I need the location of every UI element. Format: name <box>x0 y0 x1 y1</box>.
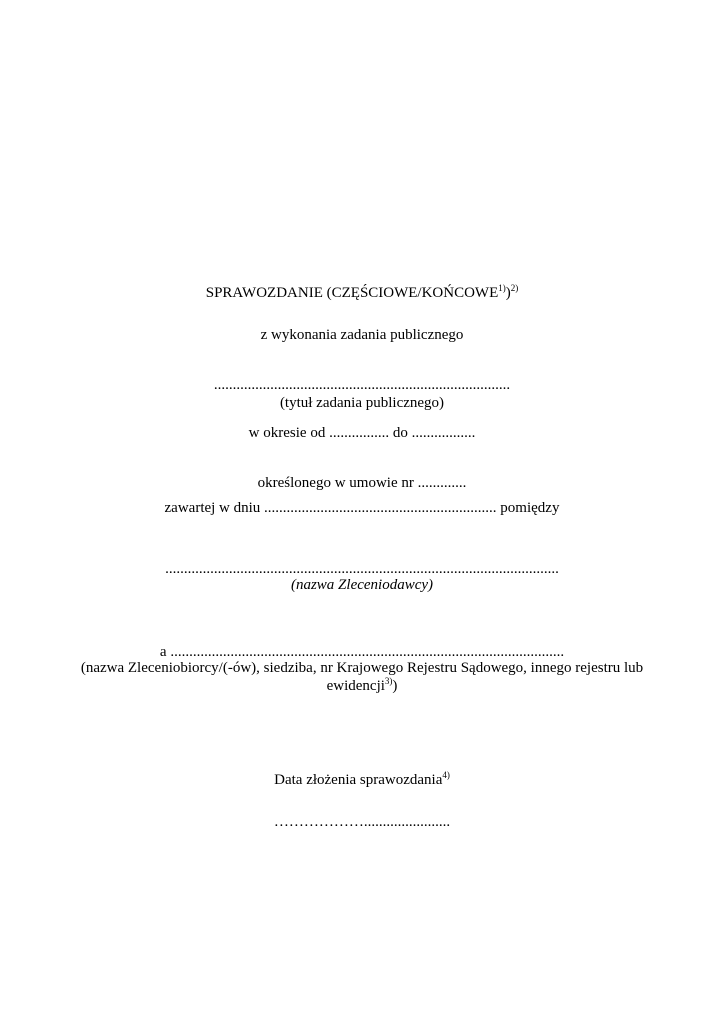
contract-number-line: określonego w umowie nr ............. <box>257 475 467 491</box>
submission-date-label <box>0 771 724 789</box>
period-line: w okresie od ................ do ................. <box>248 425 476 441</box>
report-subtitle: z wykonania zadania publicznego <box>260 327 464 343</box>
principal-label: (nazwa Zleceniodawcy) <box>290 577 434 593</box>
task-title-field: ............................................................................... <box>213 377 511 393</box>
report-title-close: ) <box>505 285 511 301</box>
task-title-label: (tytuł zadania publicznego) <box>279 395 445 411</box>
contractor-label-line1: (nazwa Zleceniobiorcy/(-ów), siedziba, nr Krajowego Rejestru Sądowego, innego rejestru lub <box>80 660 644 676</box>
principal-field: ......................................................................................................... <box>165 561 559 577</box>
contract-date-line: zawartej w dniu .............................................................. pomiędzy <box>164 500 560 516</box>
contractor-label-close: ) <box>392 678 398 694</box>
report-title <box>0 284 724 302</box>
contractor-field: a ......................................................................................................... <box>159 644 565 660</box>
footnote-ref-4: 4) <box>442 770 450 780</box>
footnote-ref-1: 1) <box>498 283 506 293</box>
contractor-label-text: ewidencji <box>326 678 385 694</box>
footnote-ref-3: 3) <box>384 676 393 686</box>
submission-date-field: ………………....................... <box>273 814 451 830</box>
contractor-label-line2 <box>0 677 724 695</box>
report-title-text: SPRAWOZDANIE (CZĘŚCIOWE/KOŃCOWE <box>205 285 499 301</box>
submission-date-label-text: Data złożenia sprawozdania <box>274 772 443 788</box>
footnote-ref-2: 2) <box>510 283 519 293</box>
